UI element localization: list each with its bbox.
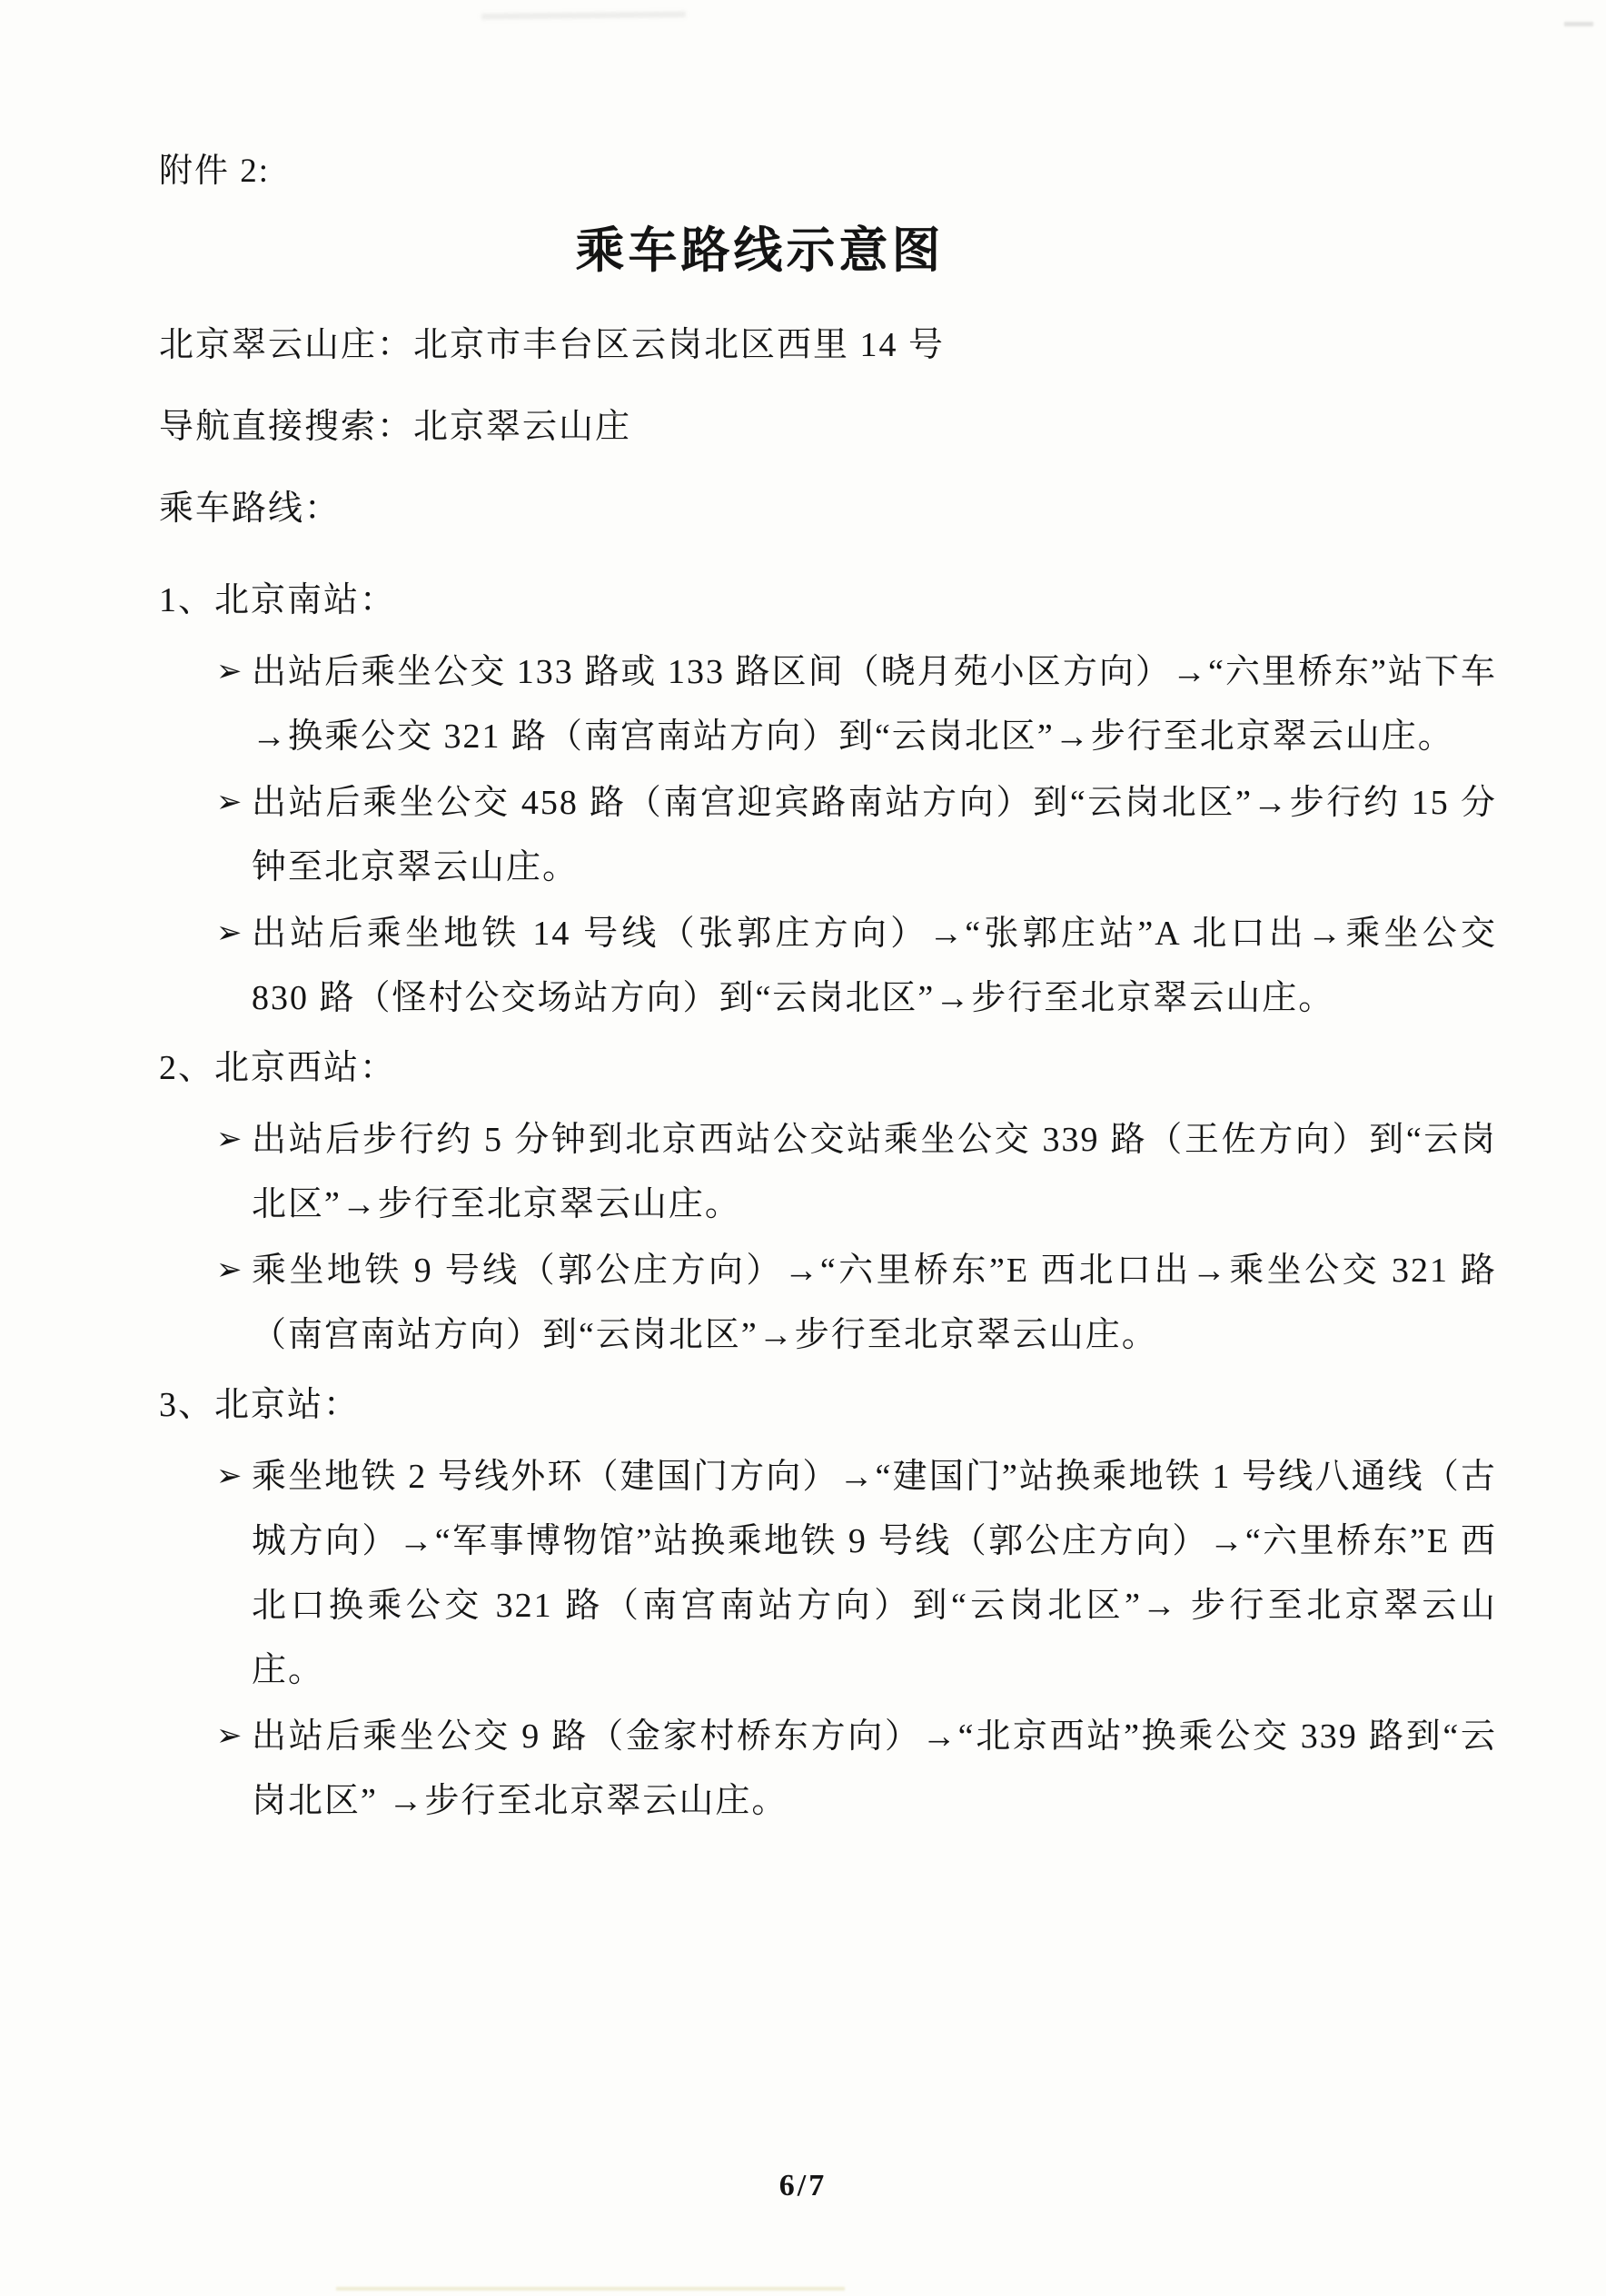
route-bullet xyxy=(159,902,1497,1031)
scan-artifact xyxy=(336,2287,845,2291)
route-text: 乘坐地铁 2 号线外环（建国门方向）→“建国门”站换乘地铁 1 号线八通线（古城方向）→“军事博物馆”站换乘地铁 9 号线（郭公庄方向）→“六里桥东”E 西北口换乘公交 321 路（南宫南站方向）到“云岗北区”→ 步行至北京翠云山庄。 xyxy=(252,1458,1497,1689)
nav-search-line: 导航直接搜索：北京翠云山庄 xyxy=(159,408,632,446)
route-bullet xyxy=(159,771,1497,900)
arrow-bullet-icon: ➢ xyxy=(216,653,243,689)
attachment-label: 附件 2: xyxy=(159,153,271,190)
route-text: 乘坐地铁 9 号线（郭公庄方向）→“六里桥东”E 西北口出→乘坐公交 321 路（南宫南站方向）到“云岗北区”→步行至北京翠云山庄。 xyxy=(252,1252,1497,1354)
routes-label: 乘车路线： xyxy=(159,490,342,528)
arrow-bullet-icon: ➢ xyxy=(216,1252,243,1288)
route-bullet xyxy=(159,1108,1497,1237)
section-heading-2: 2、北京西站： xyxy=(159,1049,397,1087)
arrow-bullet-icon: ➢ xyxy=(216,915,243,951)
route-text: 出站后乘坐公交 9 路（金家村桥东方向）→“北京西站”换乘公交 339 路到“云岗北区” →步行至北京翠云山庄。 xyxy=(252,1717,1497,1820)
route-text: 出站后乘坐地铁 14 号线（张郭庄方向）→“张郭庄站”A 北口出→乘坐公交 830 路（怪村公交场站方向）到“云岗北区”→步行至北京翠云山庄。 xyxy=(252,915,1497,1017)
arrow-bullet-icon: ➢ xyxy=(216,1121,243,1157)
scan-artifact xyxy=(1564,22,1593,26)
page-number: 6/7 xyxy=(778,2169,828,2202)
arrow-bullet-icon: ➢ xyxy=(216,784,243,820)
route-sections xyxy=(159,579,1497,1834)
section-heading-1: 1、北京南站： xyxy=(159,581,397,619)
route-text: 出站后乘坐公交 133 路或 133 路区间（晓月苑小区方向）→“六里桥东”站下车→换乘公交 321 路（南宫南站方向）到“云岗北区”→步行至北京翠云山庄。 xyxy=(252,653,1497,756)
route-text: 出站后步行约 5 分钟到北京西站公交站乘坐公交 339 路（王佐方向）到“云岗北区”→步行至北京翠云山庄。 xyxy=(252,1121,1497,1223)
route-bullet xyxy=(159,1445,1497,1703)
address-line: 北京翠云山庄：北京市丰台区云岗北区西里 14 号 xyxy=(159,326,946,364)
page-title: 乘车路线示意图 xyxy=(575,223,945,278)
arrow-bullet-icon: ➢ xyxy=(216,1717,243,1754)
section-heading-3: 3、北京站： xyxy=(159,1386,361,1424)
route-bullet xyxy=(159,1705,1497,1834)
document-content xyxy=(159,150,1497,1836)
route-text: 出站后乘坐公交 458 路（南宫迎宾路南站方向）到“云岗北区”→步行约 15 分钟至北京翠云山庄。 xyxy=(252,784,1497,886)
arrow-bullet-icon: ➢ xyxy=(216,1458,243,1494)
scan-artifact xyxy=(481,12,686,19)
route-bullet xyxy=(159,640,1497,769)
route-bullet xyxy=(159,1239,1497,1368)
